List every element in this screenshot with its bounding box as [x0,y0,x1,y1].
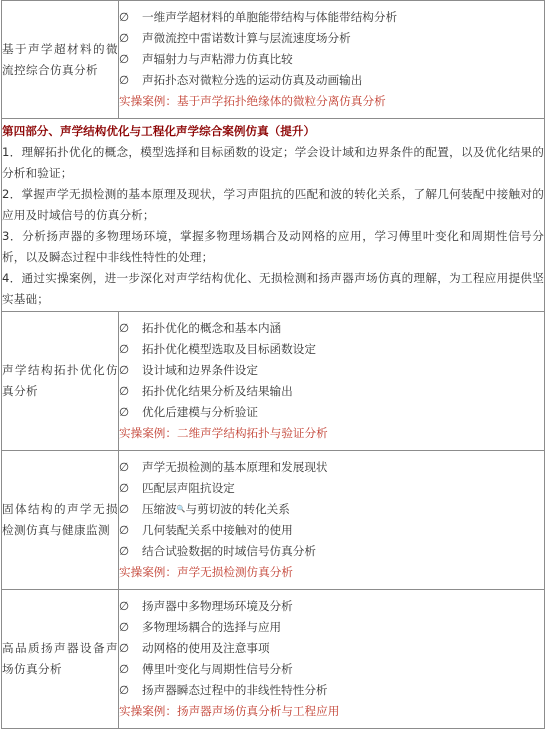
list-item: ∅ 压缩波🔍与剪切波的转化关系 [119,499,544,520]
list-item: ∅ 声辐射力与声粘滞力仿真比较 [119,49,544,70]
empty-set-bullet-icon: ∅ [119,523,130,537]
module-title: 基于声学超材料的微流控综合仿真分析 [2,41,118,77]
module-title-cell [2,451,119,590]
list-item: ∅ 几何装配关系中接触对的使用 [119,520,544,541]
empty-set-bullet-icon: ∅ [119,502,130,516]
empty-set-bullet-icon: ∅ [119,599,130,613]
empty-set-bullet-icon: ∅ [119,363,130,377]
empty-set-bullet-icon: ∅ [119,405,130,419]
list-item: ∅ 傅里叶变化与周期性信号分析 [119,659,544,680]
module-content-cell [119,1,545,119]
empty-set-bullet-icon: ∅ [119,481,130,495]
list-item: ∅ 声微流控中雷诺数计算与层流速度场分析 [119,28,544,49]
practice-case: 实操案例：基于声学拓扑绝缘体的微粒分离仿真分析 [119,94,386,108]
section-row [2,119,545,312]
module-title: 高品质扬声器设备声场仿真分析 [2,641,118,676]
module-title: 固体结构的声学无损检测仿真与健康监测 [2,502,118,537]
section-cell [2,119,545,312]
module-title: 声学结构拓扑优化仿真分析 [2,363,118,398]
empty-set-bullet-icon: ∅ [119,321,130,335]
module-content-cell [119,590,545,729]
section-paragraph: 4．通过实操案例，进一步深化对声学结构优化、无损检测和扬声器声场仿真的理解，为工程应用提供坚实基础； [2,270,544,306]
module-row-metamaterial [2,1,545,119]
section-paragraph: 1．理解拓扑优化的概念，模型选择和目标函数的设定；学会设计域和边界条件的配置，以及优化结果的分析和验证； [2,144,544,180]
module-title-cell [2,1,119,119]
list-item: ∅ 一维声学超材料的单胞能带结构与体能带结构分析 [119,7,544,28]
empty-set-bullet-icon: ∅ [119,641,130,655]
list-item: ∅ 结合试验数据的时域信号仿真分析 [119,541,544,562]
module-content-cell [119,312,545,451]
module-row-speaker [2,590,545,729]
practice-case: 实操案例：声学无损检测仿真分析 [119,565,293,579]
empty-set-bullet-icon: ∅ [119,384,130,398]
section-paragraph: 3．分析扬声器的多物理场环境，掌握多物理场耦合及动网格的应用，学习傅里叶变化和周期性信号分析，以及瞬态过程中非线性特性的处理； [2,228,544,264]
empty-set-bullet-icon: ∅ [119,662,130,676]
list-item: ∅ 设计域和边界条件设定 [119,360,544,381]
empty-set-bullet-icon: ∅ [119,342,130,356]
course-table [1,0,545,729]
module-row-ndt [2,451,545,590]
list-item: ∅ 扬声器瞬态过程中的非线性特性分析 [119,680,544,701]
section-title: 第四部分、声学结构优化与工程化声学综合案例仿真（提升） [2,123,316,138]
practice-case: 实操案例：扬声器声场仿真分析与工程应用 [119,704,340,718]
practice-case: 实操案例：二维声学结构拓扑与验证分析 [119,426,328,440]
module-row-topology [2,312,545,451]
empty-set-bullet-icon: ∅ [119,460,130,474]
list-item: ∅ 声拓扑态对微粒分选的运动仿真及动画输出 [119,70,544,91]
module-title-cell [2,590,119,729]
section-paragraph: 2．掌握声学无损检测的基本原理及现状，学习声阻抗的匹配和波的转化关系，了解几何装配中接触对的应用及时域信号的仿真分析； [2,186,544,222]
empty-set-bullet-icon: ∅ [119,52,130,66]
empty-set-bullet-icon: ∅ [119,620,130,634]
list-item: ∅ 优化后建模与分析验证 [119,402,544,423]
empty-set-bullet-icon: ∅ [119,683,130,697]
list-item: ∅ 拓扑优化的概念和基本内涵 [119,318,544,339]
empty-set-bullet-icon: ∅ [119,73,130,87]
list-item: ∅ 拓扑优化结果分析及结果输出 [119,381,544,402]
empty-set-bullet-icon: ∅ [119,31,130,45]
list-item: ∅ 多物理场耦合的选择与应用 [119,617,544,638]
empty-set-bullet-icon: ∅ [119,544,130,558]
empty-set-bullet-icon: ∅ [119,10,130,24]
list-item: ∅ 匹配层声阻抗设定 [119,478,544,499]
list-item: ∅ 拓扑优化模型选取及目标函数设定 [119,339,544,360]
module-title-cell [2,312,119,451]
module-content-cell [119,451,545,590]
list-item: ∅ 扬声器中多物理场环境及分析 [119,596,544,617]
keyword-link[interactable]: 压缩波 [142,502,177,516]
list-item: ∅ 动网格的使用及注意事项 [119,638,544,659]
list-item: ∅ 声学无损检测的基本原理和发展现状 [119,457,544,478]
search-icon[interactable]: 🔍 [176,505,186,513]
